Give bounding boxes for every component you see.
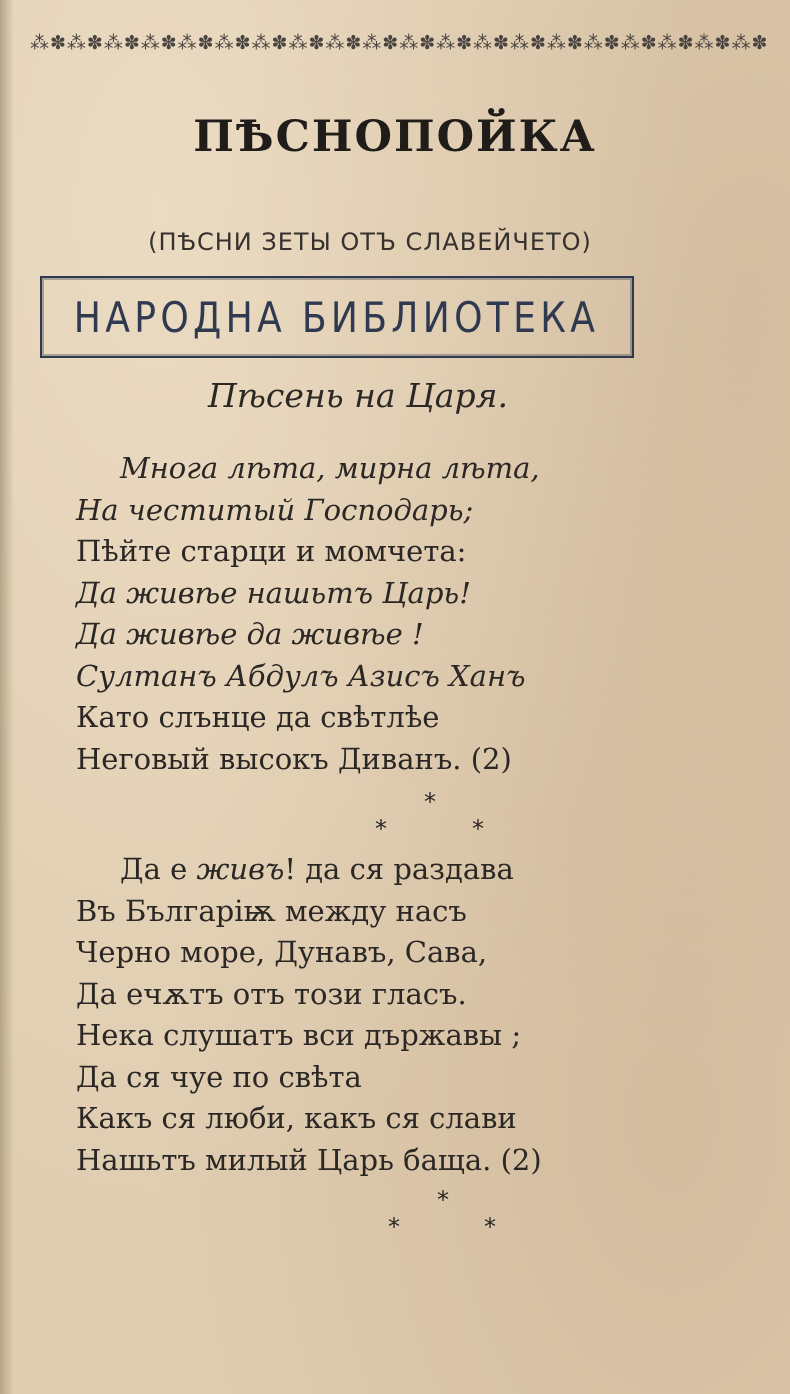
separator-star: * [424, 788, 436, 816]
separator-star: * [472, 815, 484, 843]
verse-1 [76, 448, 716, 780]
page-edge-shadow [0, 0, 14, 1394]
verse-2 [76, 849, 716, 1181]
verse-line: Пѣйте старци и момчета: [76, 534, 467, 568]
verse-line: Султанъ Абдулъ Азисъ Ханъ [76, 658, 526, 693]
verse-line-part: Да е [120, 852, 197, 886]
verse-line: Като слънце да свѣтлѣе [76, 700, 440, 734]
page-subtitle: (ПѢСНИ ЗЕТЫ ОТЪ СЛАВЕЙЧЕТО) [148, 228, 592, 256]
verse-line: Нека слушатъ вси държавы ; [76, 1018, 522, 1052]
verse-line: Да ечѫтъ отъ този гласъ. [76, 976, 467, 1011]
library-stamp-text: НАРОДНА БИБЛИОТЕКА [74, 292, 600, 342]
verse-line: Какъ ся люби, какъ ся слави [76, 1101, 517, 1135]
verse-line: На честитый Господарь; [76, 492, 474, 527]
verse-line: Въ Българіѭ между насъ [76, 893, 467, 928]
verse-line-emphasis: живъ [196, 852, 285, 886]
ornamental-border: ⁂✽⁂✽⁂✽⁂✽⁂✽⁂✽⁂✽⁂✽⁂✽⁂✽⁂✽⁂✽⁂✽⁂✽⁂✽⁂✽⁂✽⁂✽⁂✽⁂✽ [30, 32, 769, 54]
verse-line: Да ся чуе по свѣта [76, 1059, 362, 1094]
verse-line [76, 849, 716, 891]
verse-line: Черно море, Дунавъ, Сава, [76, 935, 488, 969]
verse-line: Неговый высокъ Диванъ. (2) [76, 741, 512, 776]
page-title: ПѢСНОПОЙКА [193, 112, 597, 162]
verse-line: Нашьтъ милый Царь баща. (2) [76, 1142, 542, 1177]
separator-star: * [375, 815, 387, 843]
verse-line-part: ! да ся раздава [284, 852, 514, 886]
verse-line: Многа лѣта, мирна лѣта, [120, 451, 540, 485]
library-stamp [40, 276, 634, 358]
separator-star: * [437, 1186, 449, 1214]
song-title: Пѣсень на Царя. [208, 376, 508, 415]
verse-line: Да живѣе нашьтъ Царь! [76, 575, 471, 610]
verse-line: Да живѣе да живѣе ! [76, 617, 424, 651]
separator-star: * [388, 1213, 400, 1241]
separator-star: * [484, 1213, 496, 1241]
